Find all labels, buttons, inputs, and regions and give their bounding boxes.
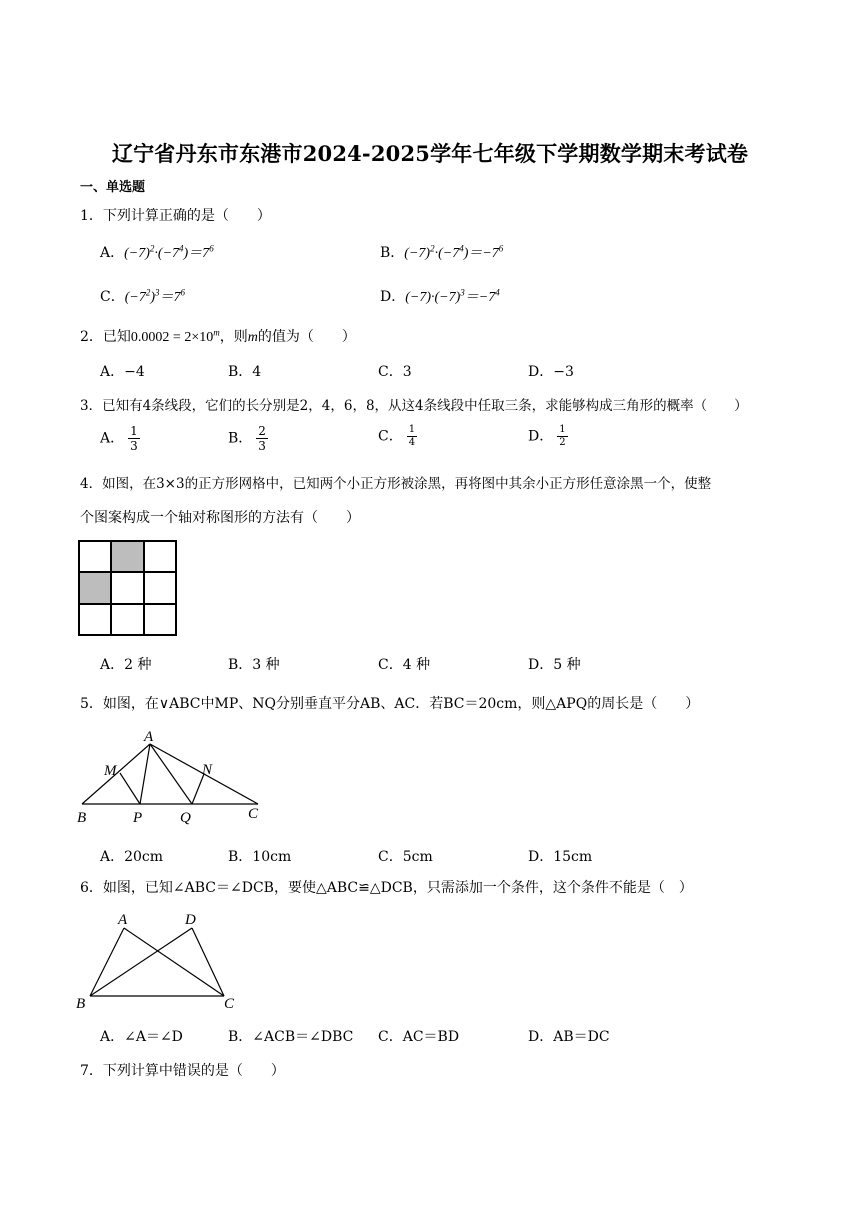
fraction <box>128 424 140 453</box>
question-1-option-c: C．$(-7^2)^3=7^6$ <box>100 287 185 305</box>
question-5-option-d: D．15cm <box>528 849 593 865</box>
label-p: P <box>133 810 143 826</box>
question-2-option-c: C．3 <box>378 364 412 380</box>
question-6-option-b: B．∠ACB＝∠DBC <box>228 1029 354 1045</box>
question-3-option-a <box>100 424 140 453</box>
grid-cell-shaded <box>111 541 143 572</box>
option-label: D． <box>380 289 406 305</box>
denominator: 4 <box>408 437 416 448</box>
question-6-option-c: C．AC＝BD <box>378 1029 460 1045</box>
question-4-option-b: B．3 种 <box>228 657 280 673</box>
question-5-option-c: C．5cm <box>378 849 433 865</box>
fraction <box>407 424 417 449</box>
question-2-stem <box>80 326 356 346</box>
grid-cell <box>144 604 176 635</box>
question-4-option-c: C．4 种 <box>378 657 431 673</box>
label-n: N <box>202 762 213 778</box>
question-7-stem: 7．下列计算中错误的是（ ） <box>80 1063 285 1079</box>
denominator: 3 <box>258 439 266 453</box>
grid-cell <box>79 541 111 572</box>
question-2-option-d: D．−3 <box>528 364 574 380</box>
quadrilateral-abcd-figure <box>72 908 252 1012</box>
question-2-option-b: B．4 <box>228 364 262 380</box>
question-2-option-a: A．−4 <box>100 364 145 380</box>
denominator: 2 <box>559 437 566 448</box>
question-3-stem: 3．已知有4条线段，它们的长分别是2，4，6，8，从这4条线段中任取三条，求能够构成三角形的概率（ ） <box>80 398 748 414</box>
stem-prefix: 2．已知 <box>80 329 131 345</box>
label-d: D <box>185 912 196 928</box>
grid-cell <box>144 572 176 603</box>
stem-mid: ，则 <box>219 329 248 345</box>
label-b: B <box>77 810 87 826</box>
section-heading: 一、单选题 <box>80 180 146 195</box>
option-label: B． <box>380 245 405 261</box>
stem-exponent: m <box>213 327 220 338</box>
question-5-option-a: A．20cm <box>100 849 164 865</box>
numerator: 1 <box>559 424 566 435</box>
question-4-stem-line1: 4．如图，在3×3的正方形网格中，已知两个小正方形被涂黑，再将图中其余小正方形任意涂黑一个，使整 <box>80 476 712 492</box>
question-5-stem: 5．如图，在∨ABC中MP、NQ分别垂直平分AB、AC．若BC＝20cm，则△APQ的周长是（ ） <box>80 696 700 712</box>
grid-figure <box>78 540 177 636</box>
triangle-apq-figure <box>74 728 274 828</box>
label-c: C <box>224 996 235 1012</box>
question-3-option-b <box>228 424 268 453</box>
option-label: C． <box>100 289 125 305</box>
grid-cell <box>79 604 111 635</box>
fraction <box>557 424 567 449</box>
stem-variable: m <box>247 330 258 345</box>
option-label: A． <box>100 245 125 261</box>
option-label: D． <box>528 428 554 445</box>
question-4-option-a: A．2 种 <box>100 657 152 673</box>
label-q: Q <box>180 810 191 826</box>
label-a: A <box>118 912 128 928</box>
question-3-option-c <box>378 424 417 449</box>
denominator: 3 <box>130 439 138 453</box>
option-label: B． <box>228 430 253 447</box>
numerator: 2 <box>258 424 266 438</box>
stem-expression: 0.0002 = 2×10 <box>130 330 214 345</box>
fraction <box>256 424 268 453</box>
question-4-stem-line2: 个图案构成一个轴对称图形的方法有（ ） <box>80 510 360 526</box>
question-4-option-d: D．5 种 <box>528 657 581 673</box>
label-m: M <box>104 763 117 779</box>
numerator: 1 <box>130 424 138 438</box>
label-b: B <box>76 996 86 1012</box>
question-6-stem: 6．如图，已知∠ABC＝∠DCB，要使△ABC≌△DCB，只需添加一个条件，这个条件不能是（ ） <box>80 880 693 896</box>
question-3-option-d <box>528 424 568 449</box>
question-5-option-b: B．10cm <box>228 849 292 865</box>
page-title: 辽宁省丹东市东港市2024-2025学年七年级下学期数学期末考试卷 <box>111 141 749 166</box>
grid-cell <box>111 572 143 603</box>
option-label: A． <box>100 430 125 447</box>
question-1-stem: 1．下列计算正确的是（ ） <box>80 208 271 224</box>
grid-cell-shaded <box>79 572 111 603</box>
question-1-option-a: A．$(-7)^2\cdot(-7^4)=7^6$ <box>100 243 214 261</box>
question-1-option-d: D．$(-7)\cdot(-7)^3=-7^4$ <box>380 287 500 305</box>
label-a: A <box>144 729 154 745</box>
label-c: C <box>248 806 259 822</box>
question-6-option-d: D．AB＝DC <box>528 1029 610 1045</box>
question-1-option-b: B．$(-7)^2\cdot(-7^4)=-7^6$ <box>380 243 504 261</box>
question-6-option-a: A．∠A＝∠D <box>100 1029 183 1045</box>
grid-cell <box>144 541 176 572</box>
stem-suffix: 的值为（ ） <box>257 329 356 345</box>
option-label: C． <box>378 428 403 445</box>
numerator: 1 <box>408 424 416 435</box>
grid-cell <box>111 604 143 635</box>
